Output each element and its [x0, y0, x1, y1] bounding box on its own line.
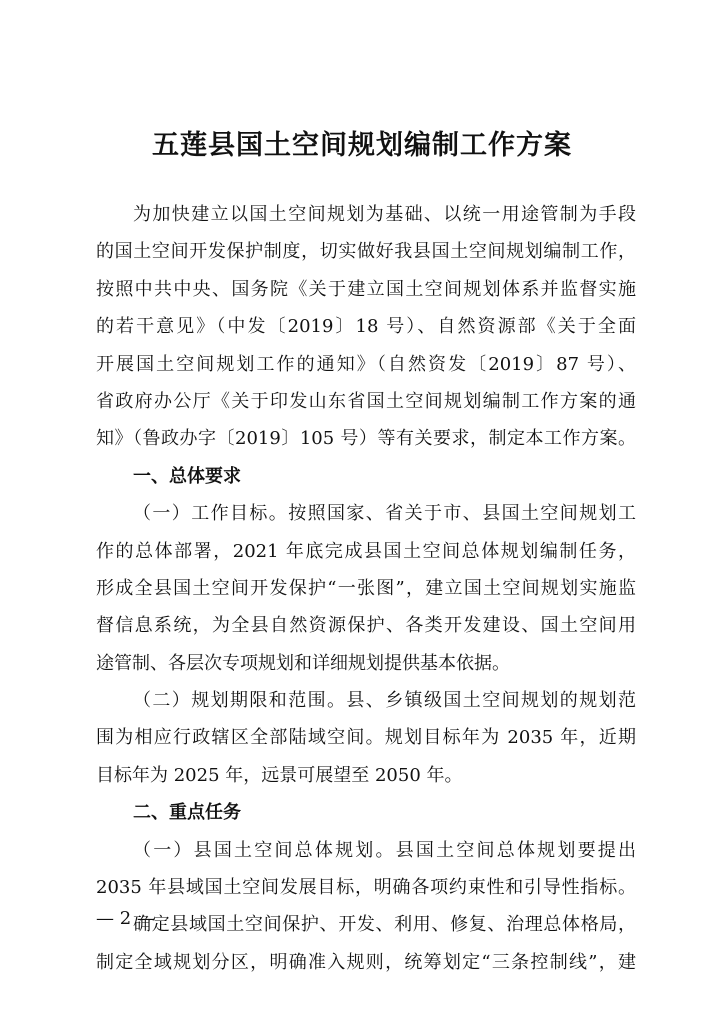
paragraph-line: 作的总体部署，2021 年底完成县国土空间总体规划编制任务，	[96, 540, 636, 562]
document-body	[96, 196, 636, 981]
paragraph-line: （一）工作目标。按照国家、省关于市、县国土空间规划工	[133, 503, 636, 525]
paragraph-line: 的国土空间开发保护制度，切实做好我县国土空间规划编制工作，	[96, 241, 636, 263]
paragraph-line: 的若干意见》（中发〔2019〕18 号）、自然资源部《关于全面	[96, 316, 636, 338]
paragraph-line: 2035 年县域国土空间发展目标，明确各项约束性和引导性指标。	[96, 877, 636, 899]
section-heading-general-requirements: 一、总体要求	[133, 465, 241, 487]
paragraph-line: 督信息系统，为全县自然资源保护、各类开发建设、国土空间用	[96, 615, 636, 637]
paragraph-line: 途管制、各层次专项规划和详细规划提供基本依据。	[96, 652, 510, 674]
paragraph-line: 目标年为 2025 年，远景可展望至 2050 年。	[96, 764, 463, 786]
page-number: — 2 —	[96, 908, 155, 929]
paragraph-line: 确定县域国土空间保护、开发、利用、修复、治理总体格局，	[133, 914, 636, 936]
document-title: 五莲县国土空间规划编制工作方案	[152, 130, 572, 161]
paragraph-line: 按照中共中央、国务院《关于建立国土空间规划体系并监督实施	[96, 278, 636, 300]
section-heading-key-tasks: 二、重点任务	[133, 802, 241, 824]
paragraph-line: 形成全县国土空间开发保护“一张图”，建立国土空间规划实施监	[96, 577, 636, 599]
paragraph-line: 为加快建立以国土空间规划为基础、以统一用途管制为手段	[133, 204, 636, 225]
paragraph-line: 省政府办公厅《关于印发山东省国土空间规划编制工作方案的通	[96, 390, 636, 412]
paragraph-line: 制定全域规划分区，明确准入规则，统筹划定“三条控制线”，建	[96, 951, 636, 973]
paragraph-line: 开展国土空间规划工作的通知》（自然资发〔2019〕87 号）、	[96, 353, 636, 375]
paragraph-line: （二）规划期限和范围。县、乡镇级国土空间规划的规划范	[133, 690, 636, 712]
paragraph-line: （一）县国土空间总体规划。县国土空间总体规划要提出	[133, 839, 636, 861]
paragraph-line: 知》（鲁政办字〔2019〕105 号）等有关要求，制定本工作方案。	[96, 428, 636, 450]
paragraph-line: 围为相应行政辖区全部陆域空间。规划目标年为 2035 年，近期	[96, 727, 636, 749]
